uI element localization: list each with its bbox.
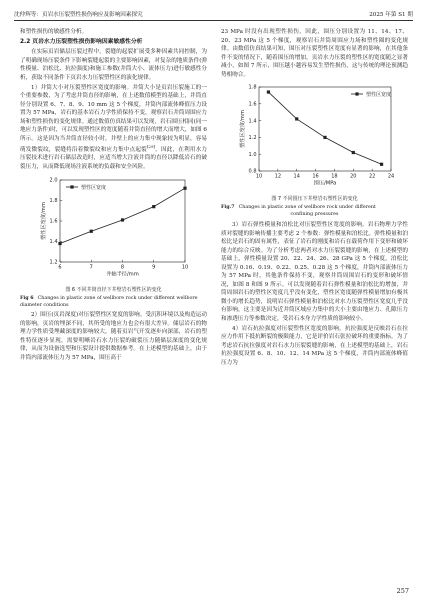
figure-7	[221, 81, 408, 218]
data-point	[90, 230, 93, 233]
figure-6-caption-zh: 图 6 不同井筒直径下井壁岩石塑性区的变化	[65, 287, 162, 294]
data-point	[267, 90, 270, 93]
y-tick-label: 2.0	[49, 178, 58, 185]
running-header	[14, 8, 413, 21]
paragraph-elastic-modulus: 3）岩石弹性模量和泊松比对压裂塑性区宽度的影响。岩石物理力学性质对裂缝的影响传播主要考虑 2 个参数：弹性模量和泊松比。弹性模量和泊松比是岩石的固有属性，表征了岩石的刚度和岩石在载荷作用下变形和破坏能力的综合反映。为了分析考虑两者对水力压裂裂缝的影响，在上述模型的基础上，弹性模量设置 20、22、24、26、28 GPa 这 5 个梯度，泊松比设置为 0.16、0.19、0.22、0.25、0.28 这 5 个梯度，井筒内部流体压力为 57 MPa 时，其他条件保持不变，观察井筒周围岩石的变形和破坏情况，如图 8 和图 9 所示。可以发现随着岩石弹性模量和泊松比的增加，井筒周围岩石的塑性区宽度几乎没有变化，塑性区宽度随弹性模量增加有极其微小的增长趋势，说明岩石弹性模量和泊松比对水力压裂塑性区宽度几乎没有影响，这主要是因为近井筒区域应力集中的大小主要由地应力、孔隙压力和渗透压力等参数决定，受岩石本身力学性质的影响较小。	[221, 222, 408, 322]
y-tick-label: 1.4	[49, 239, 58, 246]
figure-6-caption-en-text: Changes in plastic zone of wellbore rock under different wellbore diameter conditions	[20, 296, 198, 308]
y-tick-label: 1.2	[49, 260, 58, 267]
x-tick-label: 12	[274, 173, 282, 180]
header-authors-title: 沈仲辉等：页岩水压裂塑性损伤响应及影响因素探究	[14, 12, 143, 18]
x-tick-label: 9	[152, 264, 156, 271]
right-column	[221, 28, 408, 369]
figure-7-chart	[221, 81, 408, 191]
data-point	[121, 219, 124, 222]
data-point	[380, 163, 383, 166]
y-tick-label: 1.0	[248, 151, 257, 158]
x-axis-label: 井轴半径/mm	[106, 271, 139, 278]
series-line	[60, 189, 185, 244]
page-number: 257	[396, 587, 409, 595]
x-tick-label: 16	[312, 173, 319, 180]
figure-6-caption-en	[20, 295, 207, 309]
figure-7-tag: Fig.7	[221, 204, 235, 210]
legend-label: 塑性区宽度	[366, 91, 392, 98]
figure-7-caption-en-line1: Changes in plastic zone of wellbore rock under different	[238, 205, 376, 210]
y-tick-label: 1.2	[248, 135, 257, 142]
data-point	[58, 242, 61, 245]
legend-marker	[355, 92, 358, 95]
x-tick-label: 7	[89, 264, 93, 271]
x-tick-label: 10	[181, 264, 189, 271]
y-axis-label: 塑性区宽度/mm	[240, 110, 246, 148]
x-tick-label: 6	[58, 264, 62, 271]
figure-7-caption-zh: 图 7 不同围压下井壁岩石塑性区的变化	[271, 196, 358, 202]
figure-7-caption-en-line2: confining pressures	[290, 211, 339, 217]
paragraph-confining-pressure: 2）围压(页岩深度)对压裂塑性区宽度的影响。受沉积环境以及构造运动的影响，页岩的埋深不同，其所受的地应力也会有很大差异。储层岩石的物理力学性质受埋藏深度的影响较大，随着页岩气开发逐步向深部，岩石的塑性特征逐步显现，需要明晰岩石水力压裂的破裂压力随储层深度的变化规律，从而为设备选型和压裂设计提供数据参考。在上述模型的基础上，由于井筒内部流体压力为 57 MPa，围压高于	[20, 312, 207, 361]
paragraph-text-tail: 。因此，在利用水力压裂技术进行岩石储层改造时，应适当增大注液井筒的直径以降低岩石的破裂压力，从而降低现场注液系统的负载和安全风险。	[20, 146, 207, 170]
y-tick-label: 1.8	[248, 84, 257, 91]
x-axis-label: 围压/MPa	[313, 180, 337, 187]
x-tick-label: 10	[255, 173, 263, 180]
data-point	[323, 136, 326, 139]
x-tick-label: 14	[293, 173, 300, 180]
x-tick-label: 18	[331, 173, 338, 180]
data-point	[183, 187, 186, 190]
legend-label: 塑性区宽度	[81, 185, 107, 192]
legend-marker	[70, 186, 73, 189]
y-tick-label: 1.6	[49, 219, 58, 226]
paragraph-tensile-strength: 4）岩石抗拉强度对压裂塑性区宽度的影响。抗拉强度是反映岩石在拉应力作用下抵抗断裂的极限能力，它是评价岩石张拉破坏的重要指标。为了考虑岩石抗拉强度对岩石水力压裂裂缝的影响，在上述模型的基础上，岩石抗拉强度设置 6、8、10、12、14 MPa 这 5 个梯度，井筒内部流体峰值压力为	[221, 325, 408, 366]
figure-6-tag: Fig 6	[20, 295, 34, 302]
data-point	[295, 117, 298, 120]
figure-6-chart	[20, 174, 207, 282]
section-title: 2.2 页岩水力压裂塑性损伤影响因素敏感性分析	[20, 39, 143, 45]
left-column	[20, 28, 207, 364]
data-point	[352, 151, 355, 154]
paragraph-overview: 在实际页岩储层压裂过程中，裂缝的起裂扩展受多种因素共同控制，为了明确现场压裂条件下影响裂缝起裂的主要影响因素，对复杂的地质条件(弹性模量、泊松比、抗拉强度)和施工参数(井筒大小、流体压力)进行敏感性分析，获取不同条件下页岩水力压裂塑性区的演化规律。	[20, 49, 207, 81]
figure-7-caption-en	[221, 204, 408, 218]
y-axis-label: 塑性区宽度/mm	[41, 202, 47, 241]
figure-6	[20, 174, 207, 309]
y-tick-label: 1.6	[248, 101, 257, 108]
paragraph-confining-pressure-cont: 23 MPa 时没有出现塑性损伤，因此，围压分别设置为 11、14、17、20、23 MPa 这 5 个梯度，观察岩石井筒周围应力场和塑性圈的变化规律。由数值仿真结果可知，围压对压裂塑性区宽度有显著的影响，在其他条件不变的情况下，随着围压的增加，页岩水力压裂的塑性区的宽度随之显著减小，如图 7 所示，围压越小越容易发生塑性损伤，这与传统的理论预测趋势相吻合。	[221, 29, 408, 78]
x-tick-label: 20	[350, 173, 357, 180]
x-tick-label: 24	[387, 173, 395, 180]
reference-citation: [29]	[146, 144, 156, 149]
y-tick-label: 1.8	[49, 198, 58, 205]
plot-frame	[259, 87, 391, 171]
series-line	[268, 92, 381, 164]
paragraph-intro: 和塑性损伤的敏感性分析。	[20, 29, 88, 35]
x-tick-label: 22	[368, 173, 376, 180]
y-tick-label: 0.8	[248, 168, 257, 175]
x-tick-label: 8	[120, 264, 125, 271]
data-point	[152, 205, 155, 208]
header-issue: 2025 年第 S1 期	[369, 12, 413, 18]
paragraph-wellbore-diameter	[20, 84, 207, 172]
y-tick-label: 1.4	[248, 118, 257, 125]
paragraph-text: 1）井筒大小对压裂塑性区宽度的影响。井筒大小是页岩压裂施工的一个重要参数，为了考虑井筒直径的影响，在上述数值模型的基础上，井筒直径分别设置 6、7、8、9、10 mm 这 5 个梯度，井筒内部流体峰值压力设置为 57 MPa，岩石的基本岩石力学性质保持不变，观察岩石井筒周围应力场和塑性损伤的变化规律。通过数值仿真结果可以发现，岩石围压相同(同一地应力条件)时，可以发现塑性区的宽度随着井筒直径的增大而增大，如图 6 所示。这是因为当井筒直径较小时，井壁上的应力集中现象较为明显，容易萌发微裂纹，裂缝将沿着微裂纹和应力集中点起裂	[20, 84, 207, 153]
